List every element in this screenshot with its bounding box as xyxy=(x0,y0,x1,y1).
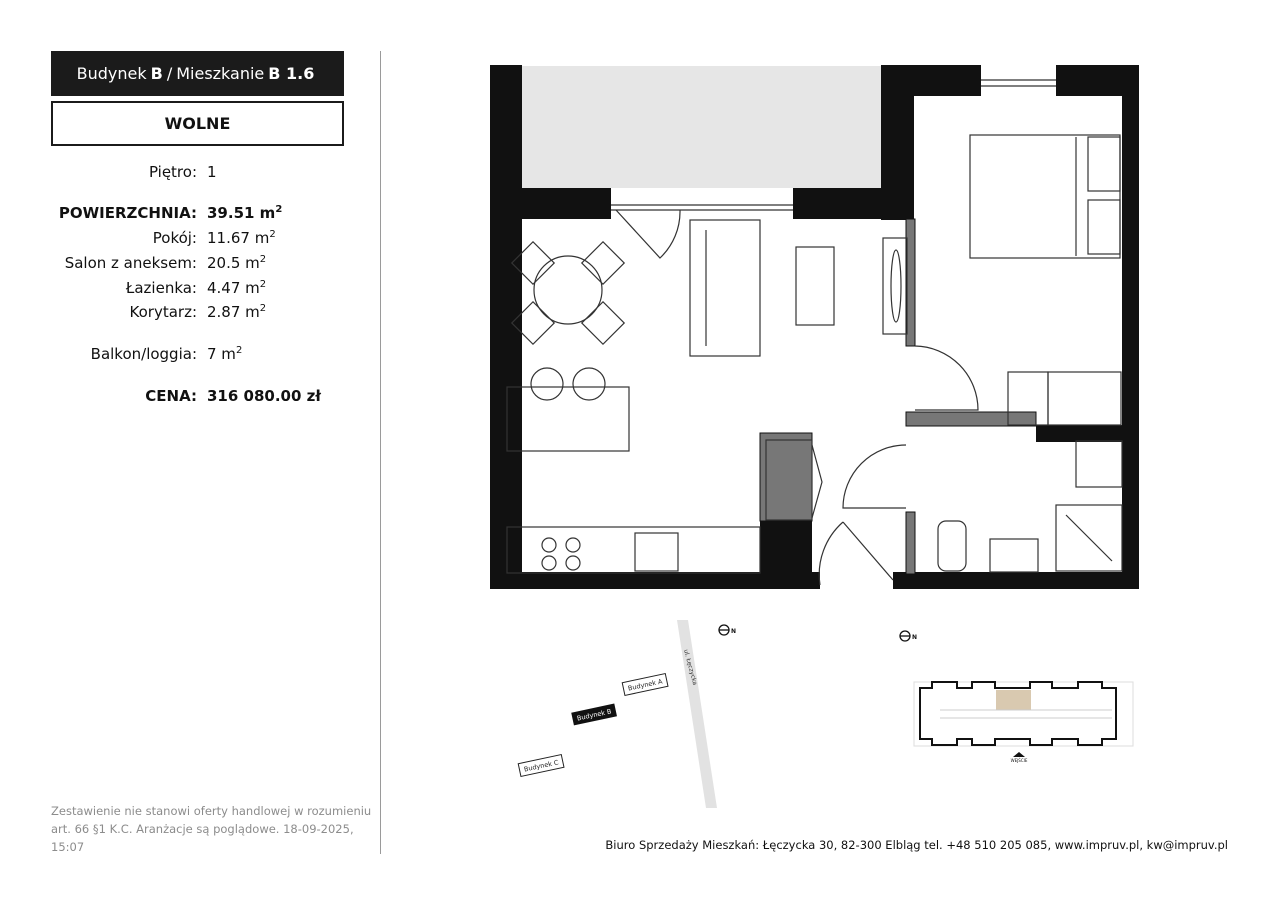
highlighted-apartment xyxy=(996,690,1031,710)
floor-key-plan xyxy=(895,625,1140,765)
apartment-label: Mieszkanie xyxy=(176,64,265,83)
room-value: 2.87 $m^2$ xyxy=(207,303,267,321)
building-c xyxy=(518,755,564,777)
floor-plan xyxy=(480,58,1150,598)
room-value: 11.67 $m^2$ xyxy=(207,229,276,247)
site-plan xyxy=(505,615,740,815)
building-b-label: Budynek B xyxy=(576,707,613,723)
window xyxy=(981,80,1056,86)
balcony-area xyxy=(521,66,882,188)
building-c-label: Budynek C xyxy=(523,758,560,774)
apartment-title xyxy=(51,51,344,96)
price-value: 316 080.00 zł xyxy=(207,387,321,405)
disclaimer: Zestawienie nie stanowi oferty handlowej w rozumieniu art. 66 §1 K.C. Aranżacje są poglądowe. 18-09-2025, 15:07 xyxy=(51,804,372,854)
title-separator: / xyxy=(166,64,173,83)
balcony-door xyxy=(611,205,793,258)
building-b xyxy=(571,704,617,726)
divider xyxy=(380,51,381,854)
room-label: Łazienka: xyxy=(125,279,197,297)
entrance-icon xyxy=(1013,752,1025,757)
price-label: CENA: xyxy=(145,387,197,405)
compass-icon xyxy=(719,625,736,635)
area-total-label: POWIERZCHNIA: xyxy=(58,204,197,222)
street xyxy=(677,620,717,808)
balcony-value: 7 $m^2$ xyxy=(207,345,243,363)
floor-label: Piętro: xyxy=(148,163,197,181)
area-total-value: 39.51 $m^2$ xyxy=(207,204,283,222)
entrance-label: WEJŚCIE xyxy=(1010,758,1028,763)
building-a xyxy=(622,674,668,696)
street-label: ul. Łęczycka xyxy=(682,648,699,686)
compass-label: N xyxy=(912,634,918,641)
room-value: 20.5 $m^2$ xyxy=(207,254,267,272)
room-label: Korytarz: xyxy=(129,303,197,321)
room-label: Pokój: xyxy=(152,229,197,247)
building-label: Budynek xyxy=(76,64,147,83)
building-value: B xyxy=(150,64,163,83)
partitions xyxy=(760,219,1036,574)
room-value: 4.47 $m^2$ xyxy=(207,279,267,297)
floor-value: 1 xyxy=(207,163,217,181)
apartment-value: B 1.6 xyxy=(268,64,315,83)
balcony-label: Balkon/loggia: xyxy=(90,345,197,363)
compass-label: N xyxy=(731,628,737,635)
room-label: Salon z aneksem: xyxy=(64,254,197,272)
compass-icon xyxy=(900,631,917,641)
doors xyxy=(819,346,978,585)
building-a-label: Budynek A xyxy=(627,677,664,693)
status-badge: WOLNE xyxy=(51,101,344,146)
footer-contact: Biuro Sprzedaży Mieszkań: Łęczycka 30, 82-300 Elbląg tel. +48 510 205 085, www.impruv.pl, kw@impruv.pl xyxy=(605,838,1228,852)
